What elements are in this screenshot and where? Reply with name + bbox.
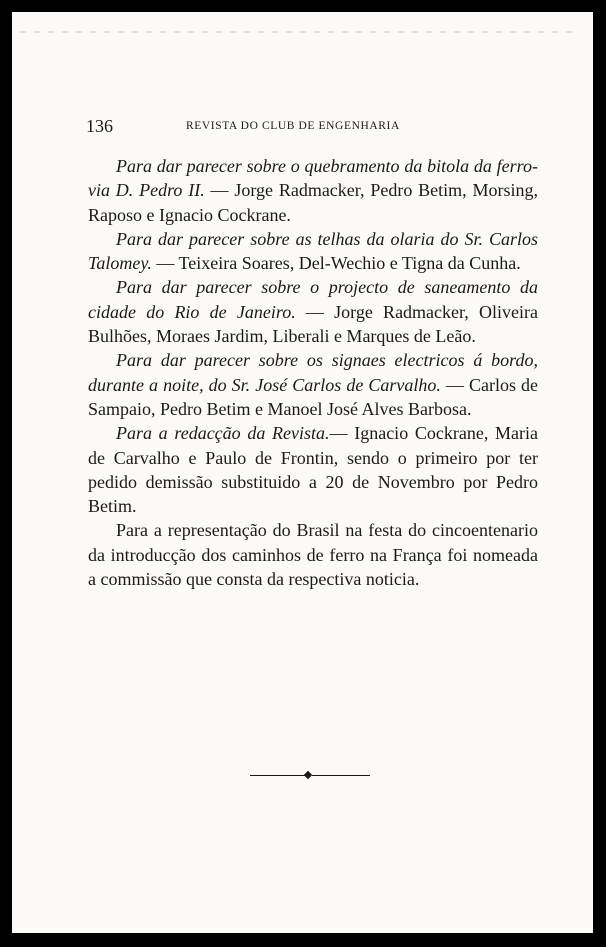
diamond-icon xyxy=(304,771,312,779)
running-title: REVISTA DO CLUB DE ENGENHARIA xyxy=(186,120,400,132)
paragraph-text: Para a representação do Brasil na festa do cincoentenario da introducção dos caminhos de ferro na França foi nomeada a commissão que consta da respectiva noticia. xyxy=(88,520,538,590)
committee-title: Para dar parecer sobre o quebramento da bitola da ferrovia D. Pedro II. xyxy=(88,156,538,201)
committee-title: Para a redacção da Revista. xyxy=(116,423,330,444)
committee-members: — Jorge Radmacker, Oliveira Bulhões, Moraes Jardim, Liberali e Marques de Leão. xyxy=(88,301,538,347)
paragraph-signaes xyxy=(88,348,538,421)
committee-members: — Jorge Radmacker, Pedro Betim, Morsing, Raposo e Ignacio Cockrane. xyxy=(88,180,538,225)
page-header xyxy=(86,116,526,138)
committee-title: Para dar parecer sobre os signaes electricos á bordo, durante a noite, do Sr. José Carlos de Carvalho. xyxy=(88,350,538,395)
paragraph-saneamento xyxy=(88,275,538,348)
ornament-rule-right xyxy=(312,775,370,776)
scanned-page xyxy=(12,12,593,933)
committee-title: Para dar parecer sobre as telhas da olaria do Sr. Carlos Talomey. xyxy=(88,228,538,274)
committee-members: — Carlos de Sampaio, Pedro Betim e Manoel José Alves Barbosa. xyxy=(88,374,538,419)
paragraph-redaccao xyxy=(88,421,538,518)
scan-edge-noise xyxy=(20,31,580,33)
page-body xyxy=(88,154,538,591)
end-ornament xyxy=(250,772,370,780)
paragraph-representacao xyxy=(88,518,538,591)
page-number: 136 xyxy=(86,116,113,136)
ornament-rule-left xyxy=(250,775,308,776)
committee-members: — Teixeira Soares, Del-Wechio e Tigna da Cunha. xyxy=(151,253,521,274)
committee-title: Para dar parecer sobre o projecto de saneamento da cidade do Rio de Janeiro. xyxy=(88,277,538,322)
paragraph-telhas xyxy=(88,227,538,276)
committee-members: — Ignacio Cockrane, Maria de Carvalho e Paulo de Frontin, sendo o primeiro por ter pedido demissão substituido a 20 de Novembro por Pedro Betim. xyxy=(88,423,539,517)
paragraph-bitola xyxy=(88,154,538,227)
